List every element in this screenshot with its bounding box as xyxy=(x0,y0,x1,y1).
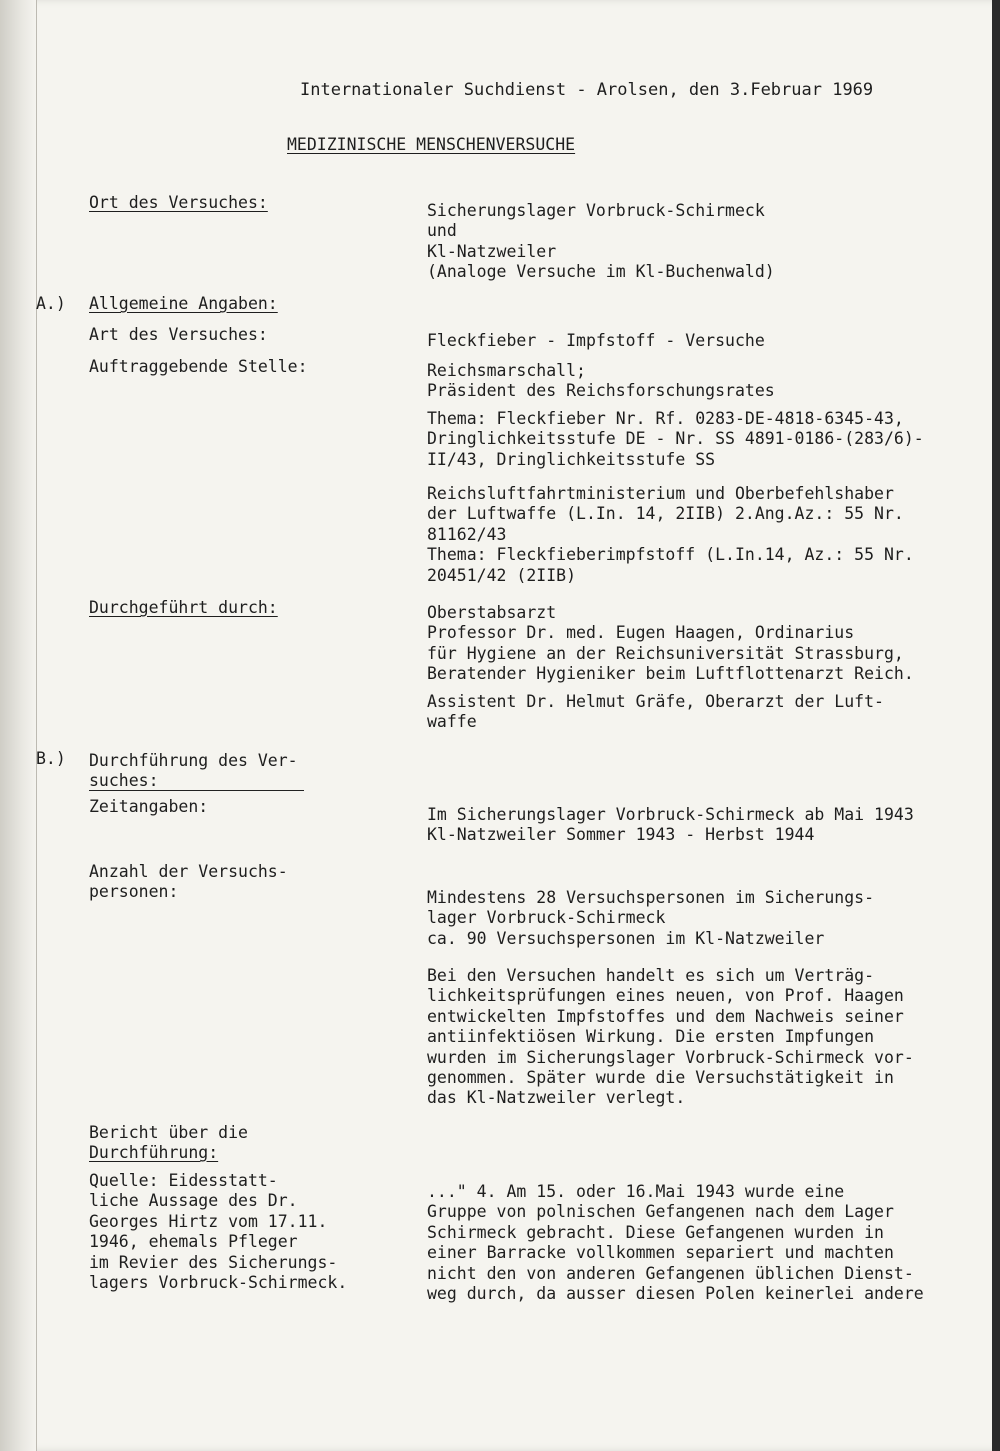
anzahl-label: Anzahl der Versuchs- personen: xyxy=(89,862,288,902)
binding-edge xyxy=(0,0,37,1451)
bericht-heading-1: Bericht über die xyxy=(89,1123,248,1142)
zeit-value: Im Sicherungslager Vorbruck-Schirmeck ab Mai 1943 Kl-Natzweiler Sommer 1943 - Herbst 1944 xyxy=(427,805,914,845)
ort-label: Ort des Versuches: xyxy=(89,193,268,212)
art-value: Fleckfieber - Impfstoff - Versuche xyxy=(427,331,765,350)
bericht-source: Quelle: Eidesstatt- liche Aussage des Dr. Georges Hirtz vom 17.11. 1946, ehemals Pfleger im Revier des Sicherungs- lagers Vorbruck-Schirmeck. xyxy=(89,1171,348,1293)
art-label: Art des Versuches: xyxy=(89,325,268,344)
section-a-marker: A.) xyxy=(36,294,66,313)
stelle-value-2: Thema: Fleckfieber Nr. Rf. 0283-DE-4818-6345-43, Dringlichkeitsstufe DE - Nr. SS 4891-0186-(283/6)- II/43, Dringlichkeitsstufe SS xyxy=(427,409,924,469)
stelle-label: Auftraggebende Stelle: xyxy=(89,357,308,376)
durch-value-1: Oberstabsarzt Professor Dr. med. Eugen Haagen, Ordinarius für Hygiene an der Reichsuniversität Strassburg, Beratender Hygieniker beim Luftflottenarzt Reich. xyxy=(427,603,914,684)
section-b-heading: Durchführung des Ver- suches: xyxy=(89,751,298,791)
stelle-value-3: Reichsluftfahrtministerium und Oberbefehlshaber der Luftwaffe (L.In. 14, 2IIB) 2.Ang.Az.: 55 Nr. 81162/43 Thema: Fleckfieberimpfstoff (L.In.14, Az.: 55 Nr. 20451/42 (2IIB) xyxy=(427,484,914,585)
section-b-marker: B.) xyxy=(36,749,66,768)
stelle-value-1: Reichsmarschall; Präsident des Reichsforschungsrates xyxy=(427,361,775,401)
bericht-quote: ..." 4. Am 15. oder 16.Mai 1943 wurde eine Gruppe von polnischen Gefangenen nach dem Lager Schirmeck gebracht. Diese Gefangenen wurden in einer Barracke vollkommen separiert und machten nicht den von anderen Gefangenen üblichen Dienst- weg durch, da ausser diesen Polen keinerlei andere xyxy=(427,1182,924,1304)
zeit-label: Zeitangaben: xyxy=(89,797,209,816)
document-title: MEDIZINISCHE MENSCHENVERSUCHE xyxy=(287,135,576,154)
durch-value-2: Assistent Dr. Helmut Gräfe, Oberarzt der Luft- waffe xyxy=(427,692,884,732)
bericht-heading-2: Durchführung: xyxy=(89,1143,219,1162)
versuch-description: Bei den Versuchen handelt es sich um Verträg- lichkeitsprüfungen eines neuen, von Prof. Haagen entwickelten Impfstoffes und dem Nachweis seiner antiinfektiösen Wirkung. Die ersten Impfungen wurden im Sicherungslager Vorbruck-Schirmeck vor- genommen. Später wurde die Versuchstätigkeit in das Kl-Natzweiler verlegt. xyxy=(427,966,914,1108)
section-a-heading: Allgemeine Angaben: xyxy=(89,294,278,313)
section-b-rule xyxy=(89,790,304,791)
durch-label: Durchgeführt durch: xyxy=(89,598,278,617)
ort-value: Sicherungslager Vorbruck-Schirmeck und Kl-Natzweiler (Analoge Versuche im Kl-Buchenwald) xyxy=(427,201,775,282)
header-line: Internationaler Suchdienst - Arolsen, den 3.Februar 1969 xyxy=(300,80,874,100)
anzahl-value: Mindestens 28 Versuchspersonen im Sicherungs- lager Vorbruck-Schirmeck ca. 90 Versuchspersonen im Kl-Natzweiler xyxy=(427,888,875,948)
